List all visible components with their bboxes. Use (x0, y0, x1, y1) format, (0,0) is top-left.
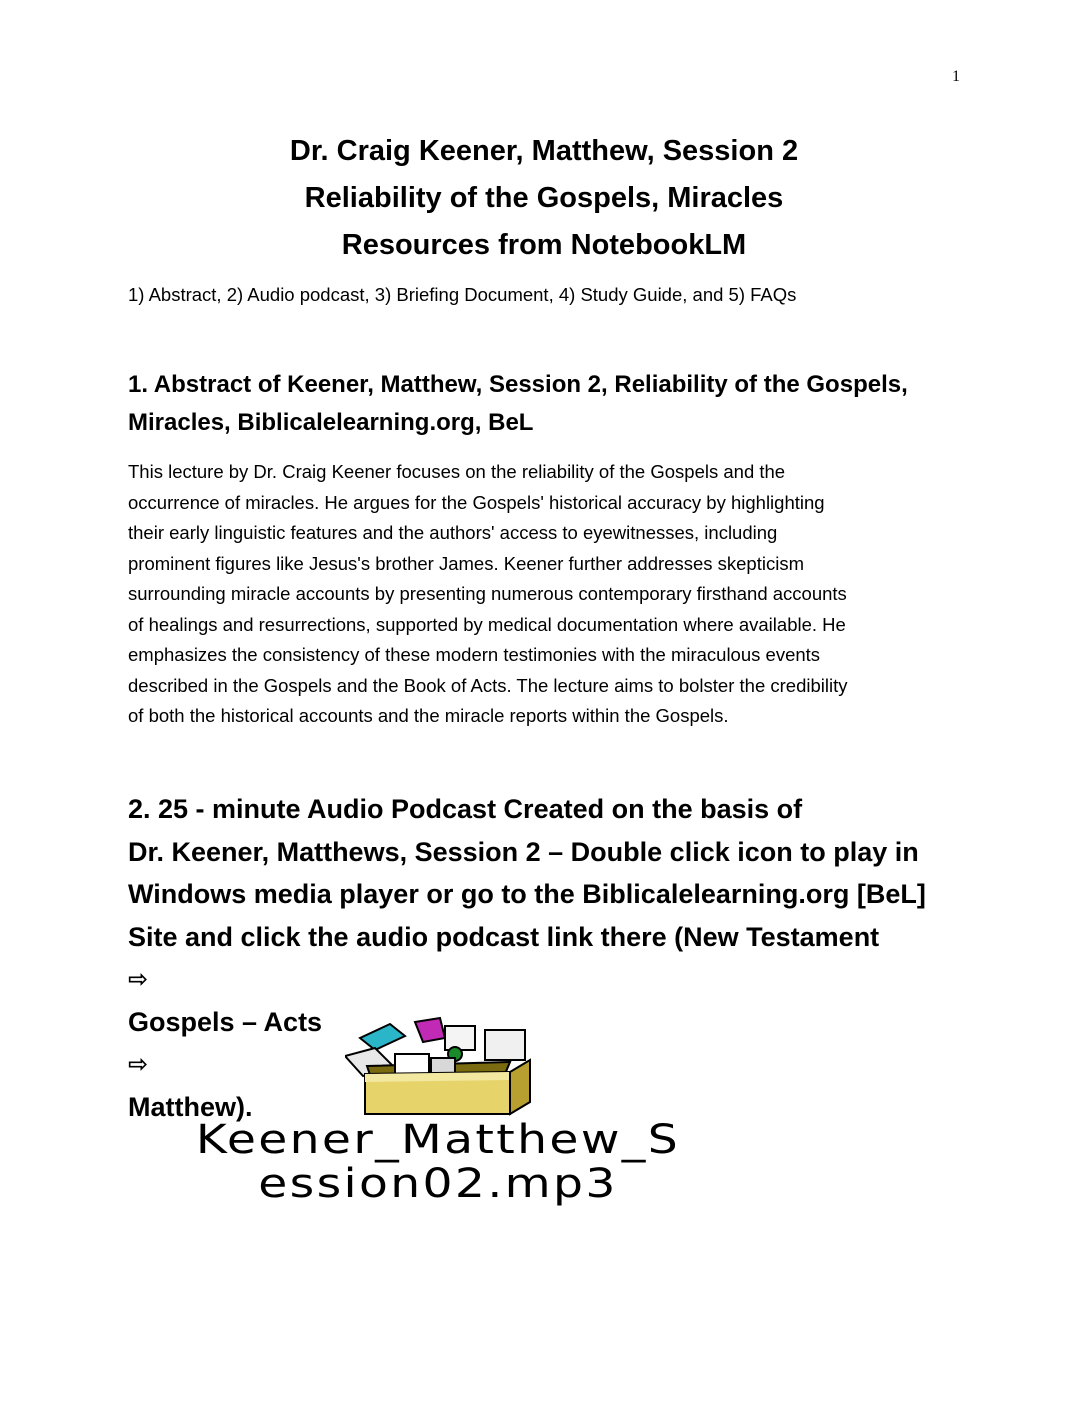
podcast-heading-text: Gospels – Acts (128, 1006, 323, 1037)
title-line-1: Dr. Craig Keener, Matthew, Session 2 (289, 135, 799, 167)
podcast-heading-text: Site and click the audio podcast link there (New Testament (128, 921, 880, 952)
page-number: 1 (952, 68, 960, 85)
podcast-heading-line: Windows media player or go to the Biblicalelearning.org [BeL] (128, 879, 926, 909)
podcast-heading-line (128, 916, 978, 1001)
document-title (0, 128, 1088, 269)
abstract-line: prominent figures like Jesus's brother James. Keener further addresses skepticism (128, 552, 804, 574)
podcast-heading-line (128, 1001, 978, 1129)
abstract-line: their early linguistic features and the authors' access to eyewitnesses, including (128, 522, 778, 543)
arrow-right-icon: ⇨ (128, 1050, 149, 1078)
package-icon[interactable] (345, 1016, 535, 1116)
abstract-line: surrounding miracle accounts by presenting numerous contemporary firsthand accounts (128, 583, 847, 604)
abstract-line: This lecture by Dr. Craig Keener focuses on the reliability of the Gospels and the (128, 461, 786, 482)
title-line-3: Resources from NotebookLM (341, 229, 747, 261)
media-file-label-line: ession02.mp3 (258, 1161, 618, 1207)
podcast-heading-line: Dr. Keener, Matthews, Session 2 – Double click icon to play in (128, 836, 919, 867)
media-file-label-line: Keener_Matthew_S (195, 1117, 681, 1163)
abstract-heading: 1. Abstract of Keener, Matthew, Session 2, Reliability of the Gospels, Miracles, Biblicalelearning.org, BeL (128, 371, 908, 436)
abstract-line: of healings and resurrections, supported by medical documentation where available. He (128, 613, 846, 635)
podcast-heading-line: 2. 25 - minute Audio Podcast Created on the basis of (128, 794, 803, 824)
abstract-line: emphasizes the consistency of these modern testimonies with the miraculous events (128, 644, 821, 665)
podcast-heading-text: Matthew). (128, 1091, 253, 1122)
contents-line: 1) Abstract, 2) Audio podcast, 3) Briefing Document, 4) Study Guide, and 5) FAQs (128, 284, 797, 305)
abstract-body (128, 457, 968, 732)
title-line-2: Reliability of the Gospels, Miracles (304, 182, 784, 214)
podcast-heading (128, 788, 978, 1128)
abstract-line: occurrence of miracles. He argues for the Gospels' historical accuracy by highlighting (128, 491, 825, 513)
abstract-line: of both the historical accounts and the miracle reports within the Gospels. (128, 705, 729, 726)
arrow-right-icon: ⇨ (128, 965, 149, 993)
media-file-label[interactable] (72, 1118, 804, 1206)
abstract-line: described in the Gospels and the Book of Acts. The lecture aims to bolster the credibility (128, 674, 848, 696)
